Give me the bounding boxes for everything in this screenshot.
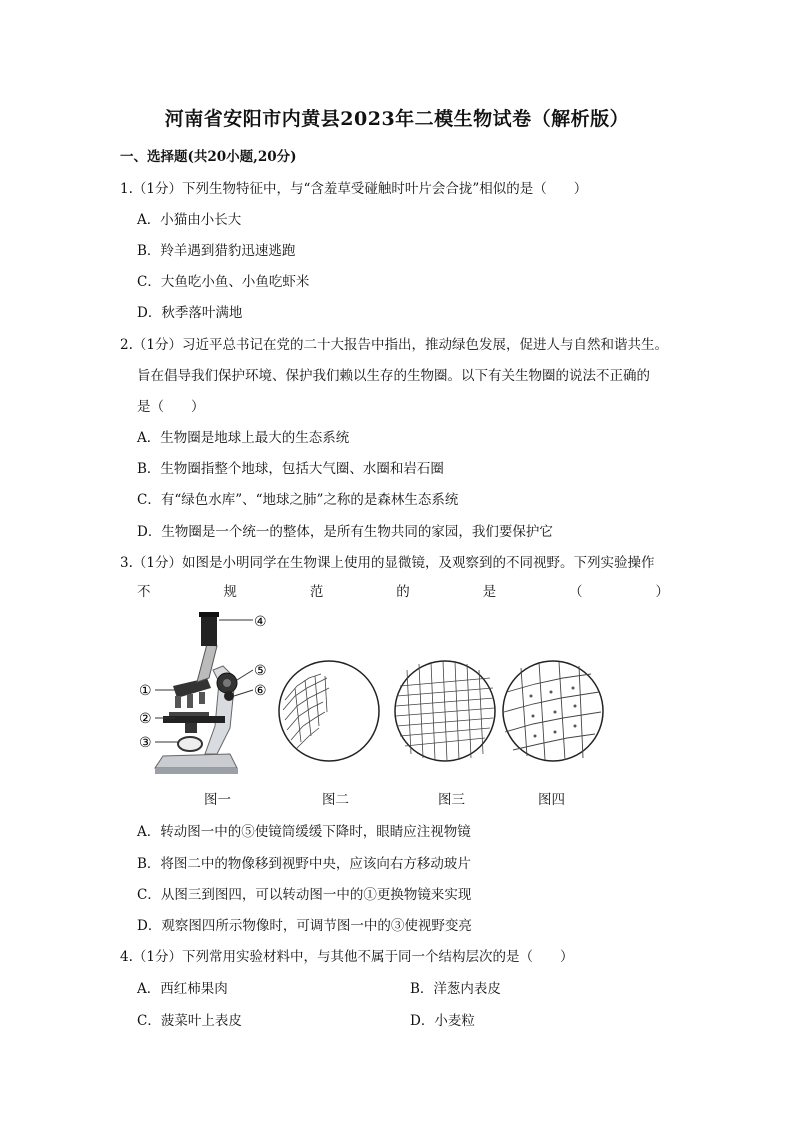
view-circle-2 — [279, 661, 379, 761]
q1-stem: 1.（1分）下列生物特征中，与“含羞草受碰触时叶片会合拢”相似的是（ ） — [120, 181, 588, 197]
q3-option-a: A．转动图一中的⑤使镜筒缓缓下降时，眼睛应注视物镜 — [137, 824, 471, 840]
q1-option-c: C．大鱼吃小鱼、小鱼吃虾米 — [137, 274, 310, 290]
section-heading: 一、选择题(共20小题,20分) — [120, 149, 297, 165]
marker-5: ⑤ — [254, 663, 267, 679]
q3-option-d: D．观察图四所示物像时，可调节图一中的③使视野变亮 — [137, 918, 472, 934]
q3-stem-char: 的 — [396, 584, 410, 600]
q3-stem-line2 — [137, 580, 669, 600]
view-circle-3 — [395, 661, 495, 761]
q4-option-c: C．菠菜叶上表皮 — [137, 1013, 242, 1029]
q2-option-c: C．有“绿色水库”、“地球之肺”之称的是森林生态系统 — [137, 492, 459, 508]
marker-1: ① — [139, 683, 152, 699]
q2-option-b: B．生物圈指整个地球，包括大气圈、水圈和岩石圈 — [137, 461, 444, 477]
q2-stem-line2: 旨在倡导我们保护环境、保护我们赖以生存的生物圈。以下有关生物圈的说法不正确的 — [137, 368, 650, 384]
q2-stem-line3: 是（ ） — [137, 399, 205, 415]
q1-option-d: D．秋季落叶满地 — [137, 305, 243, 321]
microscope-figure — [135, 608, 615, 788]
q1-option-a: A．小猫由小长大 — [137, 212, 242, 228]
q2-option-d: D．生物圈是一个统一的整体，是所有生物共同的家园，我们要保护它 — [137, 524, 553, 540]
q4-option-d: D．小麦粒 — [410, 1013, 475, 1029]
marker-4: ④ — [254, 614, 267, 630]
q4-option-a: A．西红柿果肉 — [137, 981, 228, 997]
figure-label-2: 图二 — [322, 792, 349, 808]
q3-stem-char: ） — [655, 584, 669, 600]
q3-stem-char: 不 — [137, 584, 151, 600]
q3-stem-char: 规 — [223, 584, 237, 600]
q3-stem-line1: 3.（1分）如图是小明同学在生物课上使用的显微镜，及观察到的不同视野。下列实验操作 — [120, 555, 655, 571]
q3-stem-char: （ — [569, 584, 583, 600]
q3-option-c: C．从图三到图四，可以转动图一中的①更换物镜来实现 — [137, 887, 472, 903]
q2-stem-line1: 2.（1分）习近平总书记在党的二十大报告中指出，推动绿色发展，促进人与自然和谐共生。 — [120, 337, 668, 353]
q3-stem-char: 范 — [309, 584, 324, 600]
q3-stem-char: 是 — [482, 584, 497, 600]
q2-option-a: A．生物圈是地球上最大的生态系统 — [137, 430, 350, 446]
q3-option-b: B．将图二中的物像移到视野中央，应该向右方移动玻片 — [137, 856, 471, 872]
figure-label-1: 图一 — [204, 792, 231, 808]
q1-option-b: B．羚羊遇到猎豹迅速逃跑 — [137, 243, 296, 259]
view-circle-4 — [503, 661, 603, 761]
page-title: 河南省安阳市内黄县2023年二模生物试卷（解析版） — [164, 108, 630, 130]
marker-2: ② — [139, 711, 152, 727]
marker-6: ⑥ — [254, 683, 267, 699]
microscope-illustration — [155, 612, 253, 774]
q4-option-b: B．洋葱内表皮 — [410, 981, 501, 997]
figure-label-4: 图四 — [538, 792, 565, 808]
marker-3: ③ — [139, 735, 152, 751]
figure-label-3: 图三 — [438, 792, 465, 808]
q4-stem: 4.（1分）下列常用实验材料中，与其他不属于同一个结构层次的是（ ） — [120, 949, 574, 965]
